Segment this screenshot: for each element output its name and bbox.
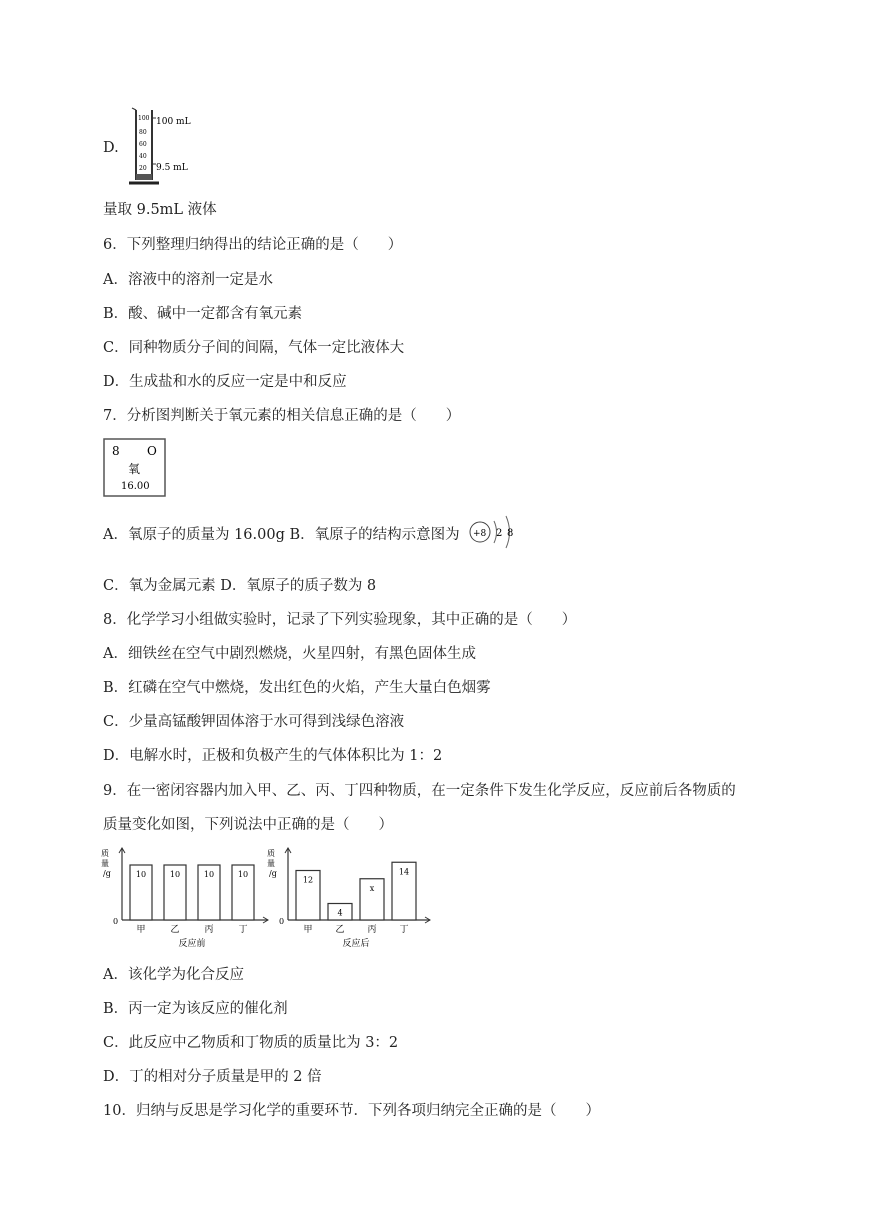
q6-option-d: D．生成盐和水的反应一定是中和反应 [103, 374, 347, 390]
chart-1-category-3: 丁 [399, 925, 409, 935]
q8-stem: 8．化学学习小组做实验时，记录了下列实验现象，其中正确的是（ ） [103, 612, 577, 628]
element-name: 氧 [128, 462, 141, 476]
cyl-scale-20: 20 [139, 165, 147, 172]
cyl-scale-40: 40 [139, 153, 147, 160]
q6-option-b: B．酸、碱中一定都含有氧元素 [103, 306, 303, 322]
chart-0-category-0: 甲 [136, 925, 146, 935]
cyl-bottom-label: 9.5 mL [156, 163, 188, 173]
q9-stem-line2: 质量变化如图，下列说法中正确的是（ ） [103, 817, 393, 833]
chart-0-origin-label: 0 [113, 917, 119, 926]
q9-option-a: A．该化学为化合反应 [103, 967, 244, 983]
atom-shell-2: 8 [507, 528, 514, 539]
chart-0-category-1: 乙 [170, 925, 180, 935]
cyl-scale-80: 80 [139, 129, 147, 136]
chart-1-ylabel-unit: /g [269, 869, 277, 878]
q6-option-a: A．溶液中的溶剂一定是水 [103, 272, 273, 288]
q9-stem-line1: 9．在一密闭容器内加入甲、乙、丙、丁四种物质，在一定条件下发生化学反应，反应前后各物质的 [103, 783, 736, 799]
oxygen-element-card [103, 438, 167, 498]
q9-option-b: B．丙一定为该反应的催化剂 [103, 1001, 288, 1017]
q7-options-cd: C．氧为金属元素 D．氧原子的质子数为 8 [103, 578, 377, 594]
atom-nucleus-charge: +8 [473, 529, 487, 539]
chart-0-ylabel-1: 质 [101, 849, 109, 858]
chart-1-category-1: 乙 [335, 925, 345, 935]
cyl-scale-60: 60 [139, 141, 147, 148]
chart-1-ylabel-2: 量 [267, 859, 275, 868]
chart-0-ylabel-2: 量 [101, 859, 109, 868]
q6-stem: 6．下列整理归纳得出的结论正确的是（ ） [103, 237, 403, 253]
graduated-cylinder-svg [126, 104, 206, 188]
chart-1-data-label-3: 14 [398, 867, 410, 877]
chart-1-origin-label: 0 [279, 917, 285, 926]
q9-charts [100, 842, 440, 954]
oxygen-atom-structure-diagram [467, 512, 521, 552]
q5-caption: 量取 9.5mL 液体 [103, 202, 217, 218]
chart-1-data-label-1: 4 [337, 908, 343, 918]
chart-1-data-label-0: 12 [302, 875, 314, 885]
mass-change-bar-charts [100, 842, 440, 954]
q9-option-d: D．丁的相对分子质量是甲的 2 倍 [103, 1069, 322, 1085]
chart-1-ylabel-1: 质 [267, 849, 275, 858]
chart-0-category-3: 丁 [238, 925, 248, 935]
chart-0-ylabel-unit: /g [103, 869, 111, 878]
element-card-svg [103, 438, 167, 498]
chart-1-category-0: 甲 [303, 925, 313, 935]
q8-option-d: D．电解水时，正极和负极产生的气体体积比为 1：2 [103, 748, 443, 764]
q7-stem: 7．分析图判断关于氧元素的相关信息正确的是（ ） [103, 408, 461, 424]
cyl-scale-100: 100 [138, 115, 150, 122]
q9-option-c: C．此反应中乙物质和丁物质的质量比为 3：2 [103, 1035, 399, 1051]
element-mass: 16.00 [121, 481, 150, 492]
q5-option-d-label: D. [103, 140, 119, 156]
q6-option-c: C．同种物质分子间的间隔，气体一定比液体大 [103, 340, 405, 356]
chart-0-xlabel: 反应前 [178, 939, 206, 949]
element-symbol: O [147, 444, 157, 458]
element-number: 8 [112, 444, 120, 458]
chart-1-data-label-2: x [369, 883, 375, 893]
chart-0-data-label-1: 10 [169, 870, 181, 879]
chart-1-category-2: 丙 [367, 925, 377, 935]
atom-structure-svg [467, 512, 521, 552]
cyl-top-label: 100 mL [156, 117, 191, 127]
chart-0-data-label-3: 10 [237, 870, 249, 879]
chart-0-data-label-0: 10 [135, 870, 147, 879]
graduated-cylinder-figure [126, 104, 206, 188]
chart-0-category-2: 丙 [204, 925, 214, 935]
chart-0-data-label-2: 10 [203, 870, 215, 879]
chart-1-xlabel: 反应后 [342, 939, 370, 949]
q8-option-c: C．少量高锰酸钾固体溶于水可得到浅绿色溶液 [103, 714, 405, 730]
q8-option-a: A．细铁丝在空气中剧烈燃烧，火星四射，有黑色固体生成 [103, 646, 476, 662]
q10-stem: 10．归纳与反思是学习化学的重要环节．下列各项归纳完全正确的是（ ） [103, 1103, 600, 1119]
q7-options-ab: A．氧原子的质量为 16.00g B．氧原子的结构示意图为 [103, 527, 460, 543]
atom-shell-1: 2 [496, 528, 503, 539]
q8-option-b: B．红磷在空气中燃烧，发出红色的火焰，产生大量白色烟雾 [103, 680, 491, 696]
